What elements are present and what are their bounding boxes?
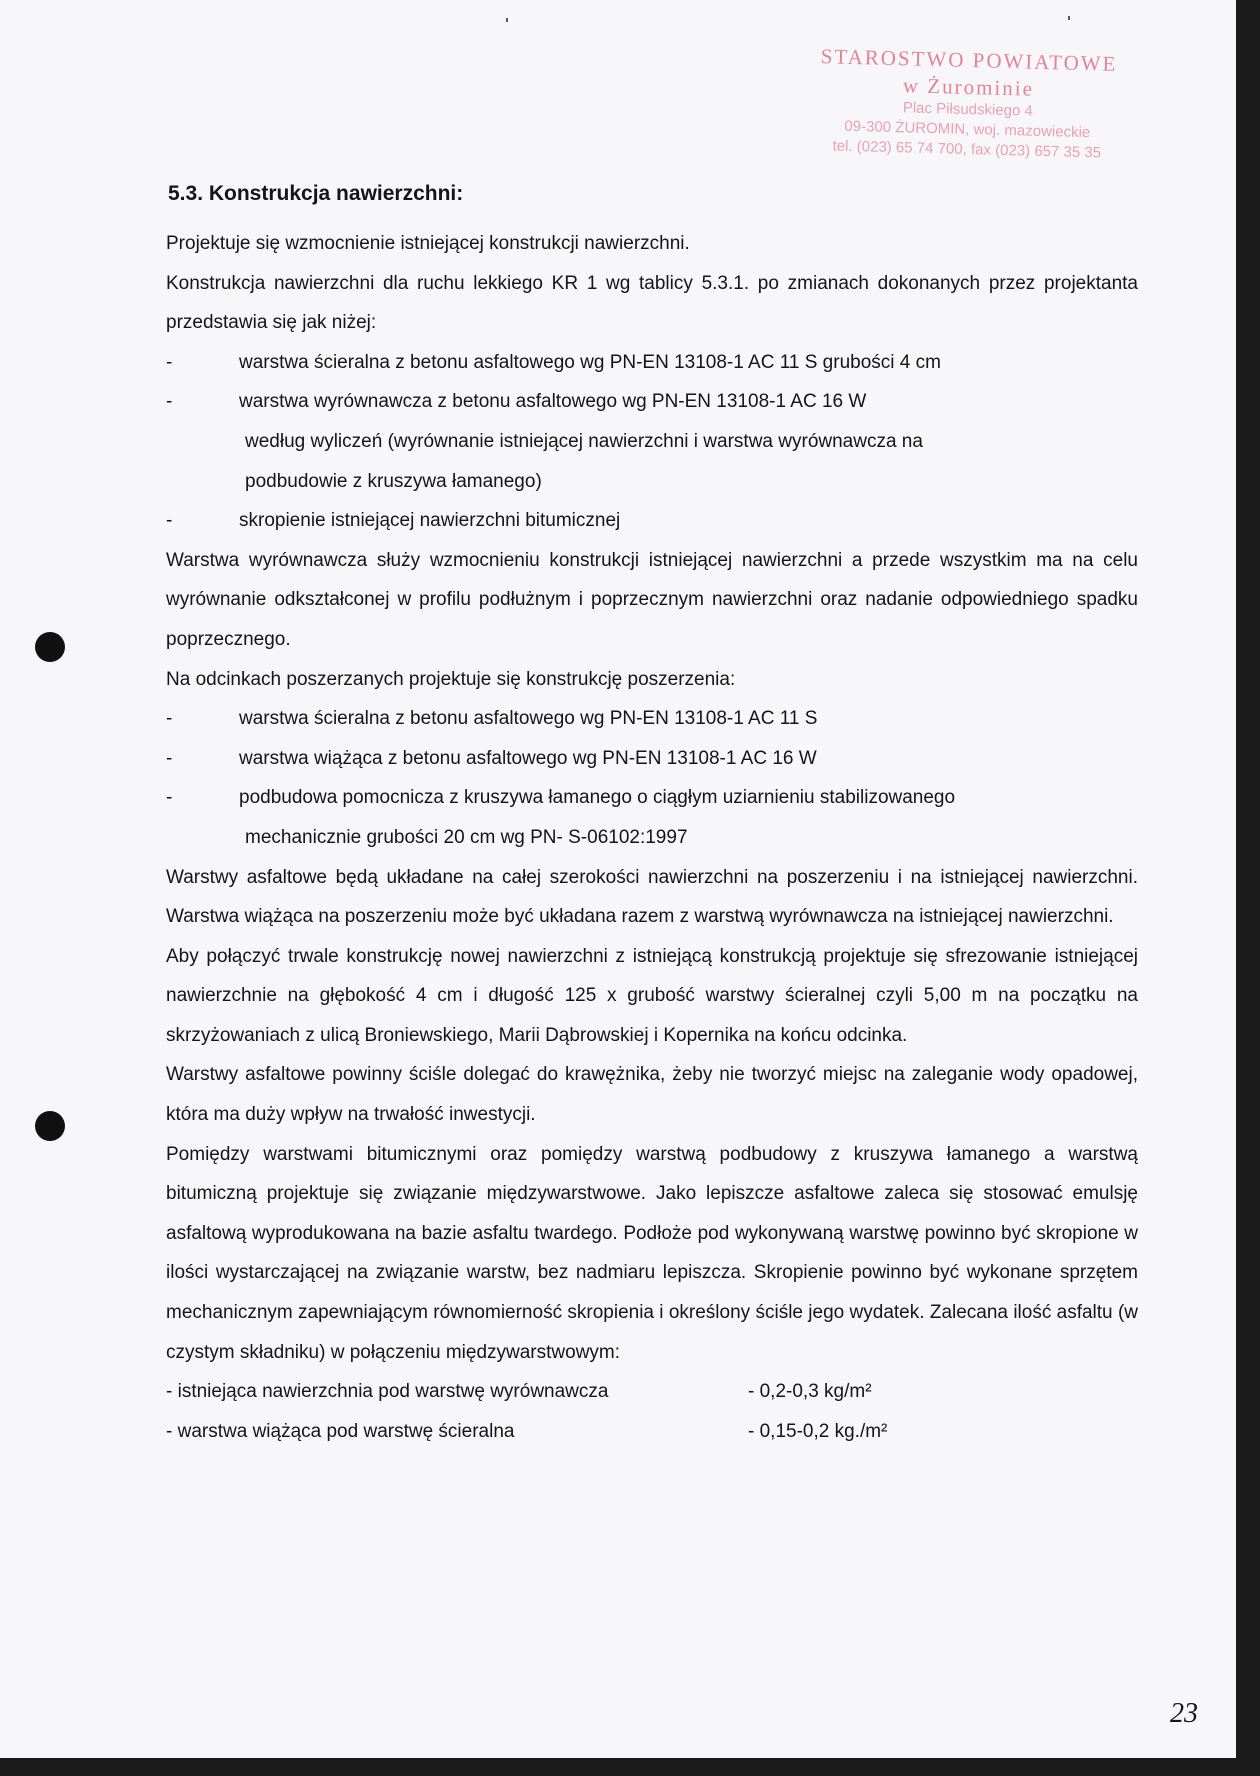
- scan-speck: [506, 18, 508, 22]
- list-bullet: -: [166, 708, 173, 730]
- section-heading: 5.3. Konstrukcja nawierzchni:: [168, 182, 464, 205]
- list-item-text: warstwa wyrównawcza z betonu asfaltowego wg PN-EN 13108-1 AC 16 W: [239, 391, 867, 413]
- official-stamp: [777, 43, 1160, 165]
- document-body: [166, 224, 1138, 1451]
- paragraph: Pomiędzy warstwami bitumicznymi oraz pomiędzy warstwą podbudowy z kruszywa łamanego a warstwą bitumiczną projektuje się związanie międzywarstwowe. Jako lepiszcze asfaltowe zaleca się stosować emulsję asfaltową wyprodukowana na bazie asfaltu twardego. Podłoże pod wykonywaną warstwę powinno być skropione w ilości wystarczającej na związanie warstw, bez nadmiaru lepiszcza. Skropienie powinno być wykonane sprzętem mechanicznym zapewniającym równomierność skropienia i określony ściśle jego wydatek. Zalecana ilość asfaltu (w czystym składniku) w połączeniu międzywarstwowym:: [166, 1143, 1138, 1363]
- paragraph: Na odcinkach poszerzanych projektuje się konstrukcję poszerzenia:: [166, 668, 736, 690]
- list-item: [166, 343, 1138, 383]
- stamp-line: 09-300 ŻUROMIN, woj. mazowieckie: [844, 117, 1091, 142]
- page-number: 23: [1170, 1698, 1198, 1729]
- list-item: [166, 501, 1138, 541]
- dosage-row: [166, 1412, 1138, 1452]
- stamp-line: STAROSTWO POWIATOWE: [820, 44, 1118, 76]
- dosage-label: - istniejąca nawierzchnia pod warstwę wyrównawcza: [166, 1381, 609, 1403]
- list-item: [166, 699, 1138, 739]
- list-bullet: -: [166, 351, 173, 373]
- dosage-value: - 0,15-0,2 kg./m²: [748, 1420, 888, 1442]
- dosage-row: [166, 1372, 1138, 1412]
- list-item-text: warstwa wiążąca z betonu asfaltowego wg PN-EN 13108-1 AC 16 W: [239, 747, 817, 769]
- list-bullet: -: [166, 510, 173, 532]
- paragraph: Warstwy asfaltowe będą układane na całej szerokości nawierzchni na poszerzeniu i na istniejącej nawierzchni. Warstwa wiążąca na poszerzeniu może być układana razem z warstwą wyrównawcza na istniejącej nawierzchni.: [166, 866, 1138, 928]
- stamp-line: Plac Piłsudskiego 4: [902, 99, 1034, 120]
- list-item: [166, 778, 1138, 818]
- list-item-continuation: według wyliczeń (wyrównanie istniejącej nawierzchni i warstwa wyrównawcza na podbudowie z kruszywa łamanego): [245, 430, 923, 492]
- paragraph: Aby połączyć trwale konstrukcję nowej nawierzchni z istniejącą konstrukcją projektuje się sfrezowanie istniejącej nawierzchnie na głębokość 4 cm i długość 125 x grubość warstwy ścieralnej czyli 5,00 m na początku na skrzyżowaniach z ulicą Broniewskiego, Marii Dąbrowskiej i Kopernika na końcu odcinka.: [166, 945, 1138, 1046]
- stamp-line: tel. (023) 65 74 700, fax (023) 657 35 35: [832, 137, 1102, 162]
- list-item: [166, 739, 1138, 779]
- paragraph: Warstwa wyrównawcza służy wzmocnieniu konstrukcji istniejącej nawierzchni a przede wszystkim ma na celu wyrównanie odkształconej w profilu podłużnym i poprzecznym nawierzchni oraz nadanie odpowiedniego spadku poprzecznego.: [166, 549, 1138, 650]
- list-bullet: -: [166, 391, 173, 413]
- list-bullet: -: [166, 747, 173, 769]
- list-item-text: podbudowa pomocnicza z kruszywa łamanego o ciągłym uziarnieniu stabilizowanego: [239, 787, 956, 809]
- list-bullet: -: [166, 787, 173, 809]
- punch-hole: [35, 632, 65, 662]
- list-item-text: warstwa ścieralna z betonu asfaltowego wg PN-EN 13108-1 AC 11 S: [239, 708, 818, 730]
- list-item-text: warstwa ścieralna z betonu asfaltowego wg PN-EN 13108-1 AC 11 S grubości 4 cm: [239, 351, 941, 373]
- paragraph: Warstwy asfaltowe powinny ściśle dolegać do krawężnika, żeby nie tworzyć miejsc na zaleganie wody opadowej, która ma duży wpływ na trwałość inwestycji.: [166, 1064, 1138, 1126]
- stamp-line: w Żurominie: [902, 73, 1035, 101]
- scan-speck: [1068, 16, 1070, 20]
- paragraph: Projektuje się wzmocnienie istniejącej konstrukcji nawierzchni.: [166, 233, 690, 254]
- dosage-label: - warstwa wiążąca pod warstwę ścieralna: [166, 1420, 515, 1442]
- list-item: [166, 382, 1138, 422]
- punch-hole: [35, 1111, 65, 1141]
- dosage-value: - 0,2-0,3 kg/m²: [748, 1381, 872, 1403]
- list-item-text: skropienie istniejącej nawierzchni bitumicznej: [239, 510, 621, 532]
- list-item-continuation: mechanicznie grubości 20 cm wg PN- S-06102:1997: [245, 826, 688, 848]
- paragraph: Konstrukcja nawierzchni dla ruchu lekkiego KR 1 wg tablicy 5.3.1. po zmianach dokonanych przez projektanta przedstawia się jak niżej:: [166, 272, 1138, 334]
